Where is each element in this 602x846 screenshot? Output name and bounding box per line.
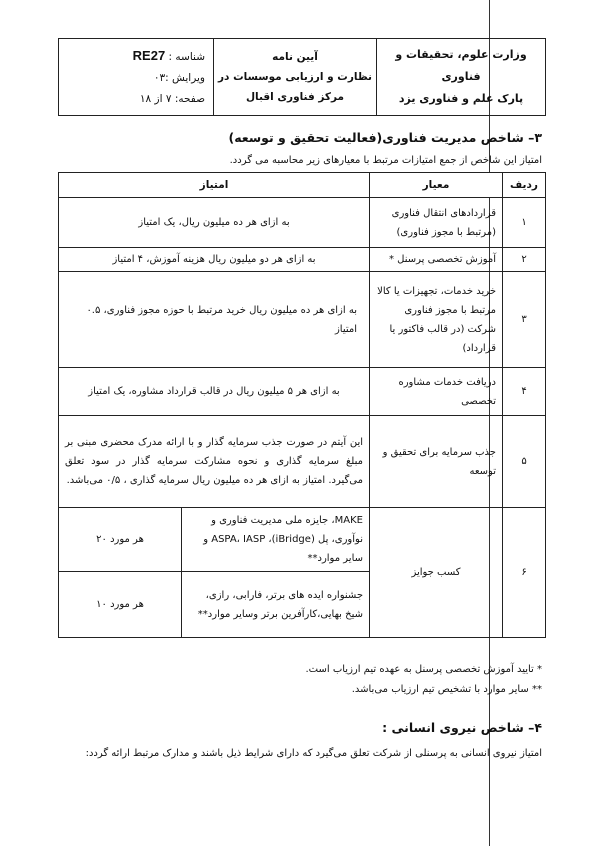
- document-header: [58, 38, 546, 116]
- page-number: صفحه: ۷ از ۱۸: [139, 92, 205, 105]
- scoring-table: [58, 172, 546, 638]
- document-version: ویرایش :۰۳: [153, 71, 205, 84]
- header-score: امتیاز: [59, 173, 370, 198]
- row-criterion: قراردادهای انتقال فناوری (مرتبط با مجوز فناوری): [370, 198, 503, 248]
- ministry-name: وزارت علوم، تحقیقات و فناوری: [395, 48, 527, 83]
- row-number: ۵: [503, 416, 546, 508]
- header-criterion: معیار: [370, 173, 503, 198]
- row-score: به ازای هر ده میلیون ریال، یک امتیاز: [59, 198, 370, 248]
- table-row: [59, 368, 546, 416]
- row-number: ۶: [503, 508, 546, 638]
- table-row: [59, 416, 546, 508]
- header-row-number: ردیف: [503, 173, 546, 198]
- ministry-cell: [377, 39, 546, 116]
- row-score: به ازای هر ۵ میلیون ریال در قالب قرارداد مشاوره، یک امتیاز: [59, 368, 370, 416]
- park-name: پارک علم و فناوری یزد: [398, 92, 524, 105]
- row-criterion: خرید خدمات، تجهیزات یا کالا مرتبط با مجوز فناوری شرکت (در قالب فاکتور یا قرارداد): [370, 272, 503, 368]
- row-criterion: دریافت خدمات مشاوره تخصصی: [370, 368, 503, 416]
- regulation-subtitle: نظارت و ارزیابی موسسات در: [217, 71, 373, 83]
- table-row: [59, 198, 546, 248]
- section4-title: ۴– شاخص نیروی انسانی :: [382, 720, 542, 735]
- award-group-2-score: هر مورد ۱۰: [59, 572, 182, 638]
- row-number: ۴: [503, 368, 546, 416]
- row-criterion: آموزش تخصصی پرسنل *: [370, 248, 503, 272]
- row-number: ۲: [503, 248, 546, 272]
- section3-title: ۳– شاخص مدیریت فناوری(فعالیت تحقیق و توسعه): [228, 130, 542, 145]
- row-number: ۱: [503, 198, 546, 248]
- award-group-1-score: هر مورد ۲۰: [59, 508, 182, 572]
- regulation-title-cell: [214, 39, 377, 116]
- table-header-row: [59, 173, 546, 198]
- section3-intro: امتیاز این شاخص از جمع امتیازات مرتبط با معیارهای زیر محاسبه می گردد.: [229, 155, 542, 166]
- table-row: [59, 272, 546, 368]
- document-meta-cell: [59, 39, 214, 116]
- footnote-2: ** سایر موارد با تشخیص تیم ارزیاب می‌باشد.: [351, 684, 542, 695]
- row-criterion: کسب جوایز: [370, 508, 503, 638]
- row-criterion: جذب سرمایه برای تحقیق و توسعه: [370, 416, 503, 508]
- center-name: مرکز فناوری اقبال: [245, 91, 345, 103]
- section4-intro: امتیاز نیروی انسانی به پرسنلی از شرکت تعلق می‌گیرد که دارای شرایط ذیل باشند و مدارک مرتبط ارائه گردد:: [85, 748, 542, 759]
- award-group-2-description: جشنواره ایده های برتر، فارابی، رازی، شیخ بهایی،کارآفرین برتر وسایر موارد**: [182, 572, 370, 638]
- award-group-1-description: MAKE، جایزه ملی مدیریت فناوری و نوآوری، پل (iBridge)، ASPA، IASP و سایر موارد**: [182, 508, 370, 572]
- row-score: این آیتم در صورت جذب سرمایه گذار و با ارائه مدرک محضری مبنی بر مبلغ سرمایه گذاری و نحوه مشارکت سرمایه گذار در سود تعلق می‌گیرد. امتیاز به ازای هر ده میلیون ریال سرمایه گذاری ، ۰/۵ می‌باشد.: [59, 416, 370, 508]
- table-row: [59, 508, 546, 572]
- row-number: ۳: [503, 272, 546, 368]
- row-score: به ازای هر ده میلیون ریال خرید مرتبط با حوزه مجوز فناوری، ۰.۵ امتیاز: [59, 272, 370, 368]
- document-id: شناسه : RE27: [132, 47, 205, 63]
- footnote-1: * تایید آموزش تخصصی پرسنل به عهده تیم ارزیاب است.: [305, 664, 542, 675]
- row-score: به ازای هر دو میلیون ریال هزینه آموزش، ۴ امتیاز: [59, 248, 370, 272]
- regulation-title: آیین نامه: [272, 51, 318, 63]
- table-row: [59, 248, 546, 272]
